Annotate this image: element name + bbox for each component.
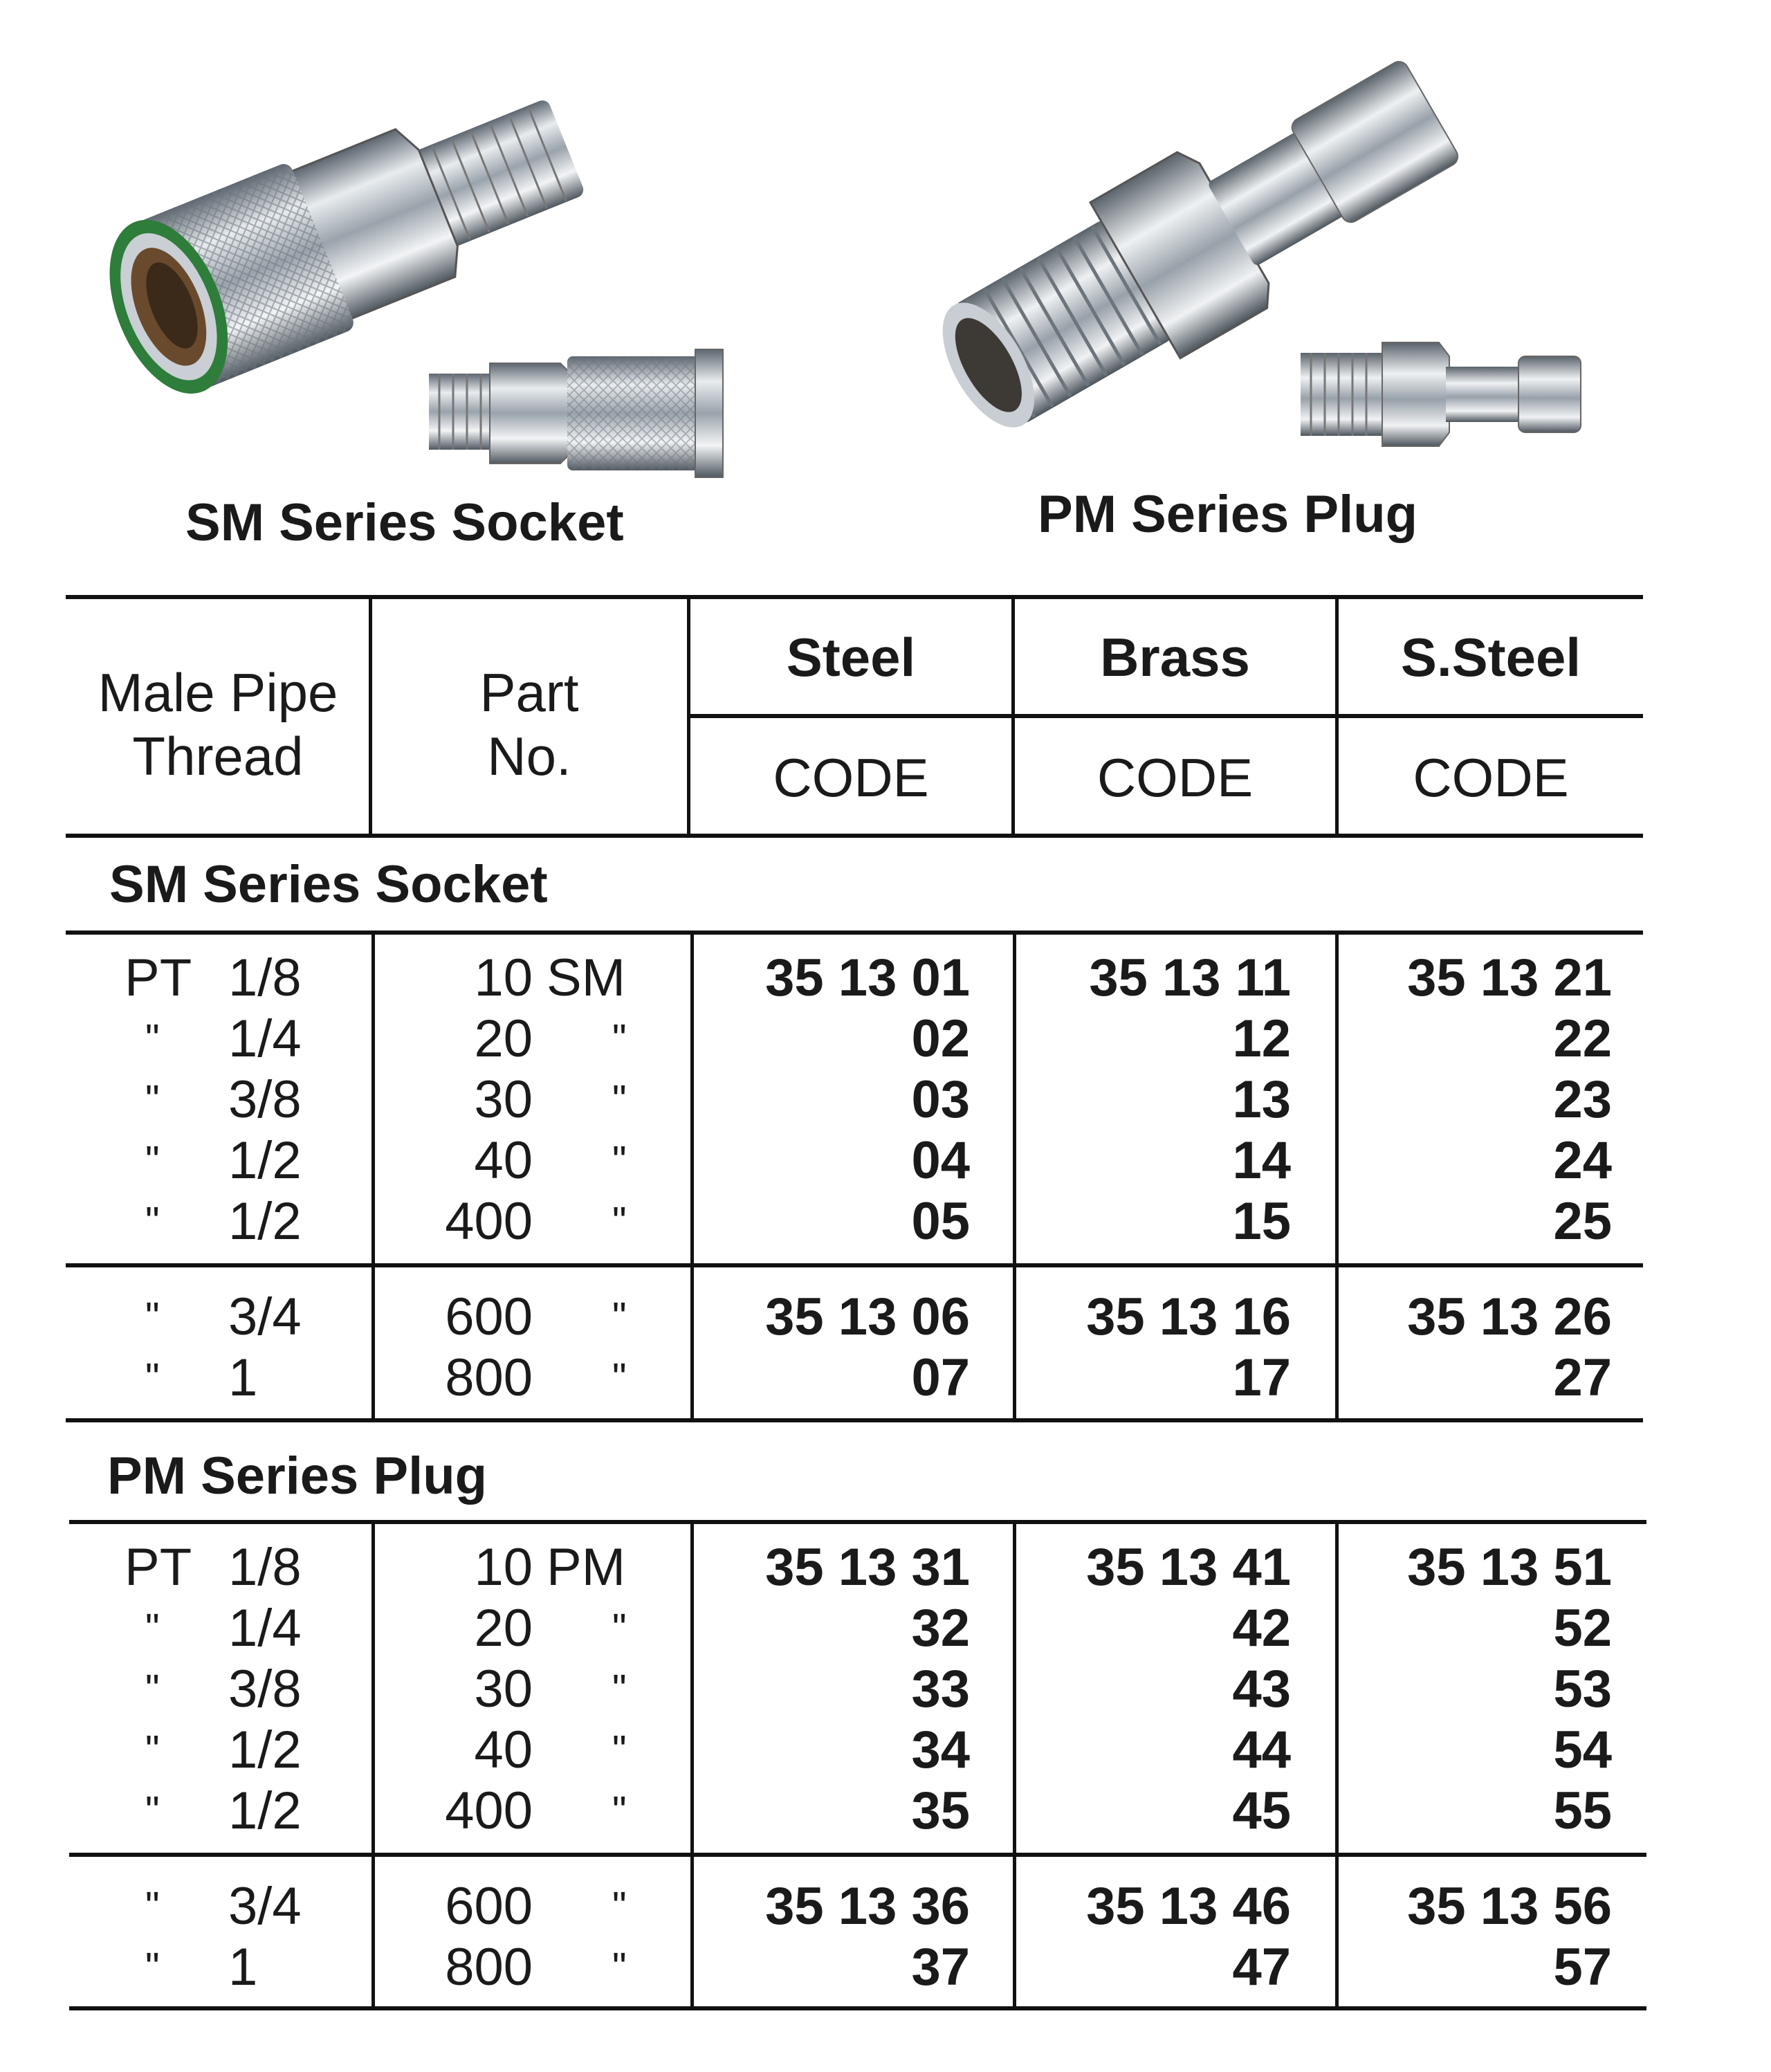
thread-size: 1/2 bbox=[228, 1192, 302, 1251]
ssteel-code: 27 bbox=[1553, 1348, 1612, 1407]
thread-size: 1/2 bbox=[228, 1131, 302, 1190]
ssteel-code: 22 bbox=[1553, 1009, 1612, 1068]
thread-prefix: " bbox=[145, 1294, 160, 1339]
part-suffix: PM bbox=[547, 1538, 625, 1597]
thread-size: 1 bbox=[228, 1348, 258, 1407]
brass-code: 35 13 11 bbox=[1089, 948, 1291, 1007]
part-suffix: SM bbox=[547, 948, 625, 1007]
thread-prefix: " bbox=[145, 1667, 160, 1712]
steel-code: 35 13 31 bbox=[765, 1538, 970, 1597]
thread-prefix: " bbox=[145, 1884, 160, 1929]
thread-prefix: " bbox=[145, 1606, 160, 1651]
ssteel-code: 54 bbox=[1553, 1721, 1612, 1779]
brass-code: 35 13 46 bbox=[1086, 1877, 1291, 1936]
part-number: 20 bbox=[474, 1599, 533, 1658]
brass-code-label: CODE bbox=[1096, 747, 1254, 808]
steel-code: 35 13 36 bbox=[765, 1877, 970, 1936]
thread-prefix: " bbox=[145, 1945, 160, 1990]
thread-prefix: " bbox=[145, 1788, 160, 1833]
part-suffix: " bbox=[612, 1945, 627, 1990]
brass-code: 43 bbox=[1232, 1660, 1291, 1718]
group-bottom-rule bbox=[66, 1263, 1643, 1267]
brass-code: 45 bbox=[1232, 1781, 1291, 1840]
part-number: 30 bbox=[474, 1070, 533, 1129]
thread-prefix: " bbox=[145, 1138, 160, 1183]
part-number: 400 bbox=[445, 1192, 533, 1251]
steel-code: 33 bbox=[911, 1660, 970, 1718]
steel-code: 35 bbox=[911, 1781, 970, 1840]
part-suffix: " bbox=[612, 1355, 627, 1400]
thread-prefix: " bbox=[145, 1355, 160, 1400]
thread-column-header: Male Pipe Thread bbox=[98, 662, 338, 787]
steel-code: 35 13 01 bbox=[765, 948, 970, 1007]
steel-code: 35 13 06 bbox=[765, 1287, 970, 1346]
part-number: 600 bbox=[445, 1877, 533, 1936]
part-number: 10 bbox=[474, 1538, 533, 1597]
ssteel-code: 35 13 26 bbox=[1407, 1287, 1612, 1346]
thread-size: 1 bbox=[228, 1938, 258, 1997]
part-number: 400 bbox=[445, 1781, 533, 1840]
steel-column-header: Steel bbox=[786, 627, 916, 688]
part-number: 600 bbox=[445, 1287, 533, 1346]
thread-size: 3/4 bbox=[228, 1877, 302, 1936]
brass-code: 44 bbox=[1232, 1721, 1291, 1779]
part-suffix: " bbox=[612, 1199, 627, 1244]
brass-code: 17 bbox=[1232, 1348, 1291, 1407]
column-divider bbox=[371, 933, 375, 1418]
part-suffix: " bbox=[612, 1294, 627, 1339]
sm-socket-caption: SM Series Socket bbox=[185, 493, 624, 552]
section-top-rule bbox=[66, 930, 1643, 935]
part-suffix: " bbox=[612, 1667, 627, 1712]
ssteel-code: 52 bbox=[1553, 1599, 1612, 1658]
thread-size: 1/2 bbox=[228, 1721, 302, 1779]
part-suffix: " bbox=[612, 1606, 627, 1651]
thread-prefix: " bbox=[145, 1727, 160, 1772]
steel-code: 07 bbox=[911, 1348, 970, 1407]
part-number: 800 bbox=[445, 1348, 533, 1407]
group-bottom-rule bbox=[69, 2006, 1646, 2010]
thread-size: 3/4 bbox=[228, 1287, 302, 1346]
part-number: 800 bbox=[445, 1938, 533, 1997]
thread-size: 1/8 bbox=[228, 948, 302, 1007]
thread-prefix: PT bbox=[125, 1538, 192, 1597]
part-number: 40 bbox=[474, 1721, 533, 1779]
brass-code: 13 bbox=[1232, 1070, 1291, 1129]
brass-code: 15 bbox=[1232, 1192, 1291, 1251]
column-divider bbox=[371, 1522, 375, 2006]
part-number: 40 bbox=[474, 1131, 533, 1190]
thread-prefix: " bbox=[145, 1077, 160, 1122]
thread-size: 1/2 bbox=[228, 1781, 302, 1840]
pm-plug-caption: PM Series Plug bbox=[1038, 485, 1418, 544]
thread-size: 1/4 bbox=[228, 1009, 302, 1068]
steel-code-label: CODE bbox=[773, 747, 929, 808]
part-number: 10 bbox=[474, 948, 533, 1007]
part-suffix: " bbox=[612, 1138, 627, 1183]
brass-code: 47 bbox=[1232, 1938, 1291, 1997]
part-column-header: Part No. bbox=[479, 662, 579, 787]
ssteel-code-label: CODE bbox=[1413, 747, 1569, 808]
ssteel-code: 35 13 21 bbox=[1407, 948, 1612, 1007]
part-number: 30 bbox=[474, 1660, 533, 1718]
group-bottom-rule bbox=[69, 1853, 1646, 1857]
thread-size: 3/8 bbox=[228, 1660, 302, 1718]
ssteel-code: 35 13 56 bbox=[1407, 1877, 1612, 1936]
ssteel-code: 35 13 51 bbox=[1407, 1538, 1612, 1597]
section-top-rule bbox=[69, 1520, 1646, 1524]
steel-code: 32 bbox=[911, 1599, 970, 1658]
part-suffix: " bbox=[612, 1077, 627, 1122]
brass-code: 42 bbox=[1232, 1599, 1291, 1658]
section-title: SM Series Socket bbox=[109, 855, 548, 914]
section-title: PM Series Plug bbox=[107, 1447, 488, 1505]
brass-code: 12 bbox=[1232, 1009, 1291, 1068]
sm-socket-image bbox=[55, 55, 816, 498]
part-number: 20 bbox=[474, 1009, 533, 1068]
thread-size: 3/8 bbox=[228, 1070, 302, 1129]
brass-code: 35 13 16 bbox=[1086, 1287, 1291, 1346]
thread-prefix: " bbox=[145, 1016, 160, 1061]
brass-code: 35 13 41 bbox=[1086, 1538, 1291, 1597]
ssteel-column-header: S.Steel bbox=[1400, 627, 1581, 688]
ssteel-code: 24 bbox=[1553, 1131, 1612, 1190]
steel-code: 34 bbox=[911, 1721, 970, 1779]
thread-size: 1/4 bbox=[228, 1599, 302, 1658]
brass-column-header: Brass bbox=[1100, 627, 1250, 688]
brass-code: 14 bbox=[1232, 1131, 1291, 1190]
thread-prefix: PT bbox=[125, 948, 192, 1007]
ssteel-code: 57 bbox=[1553, 1938, 1612, 1997]
steel-code: 02 bbox=[911, 1009, 970, 1068]
thread-prefix: " bbox=[145, 1199, 160, 1244]
part-suffix: " bbox=[612, 1016, 627, 1061]
ssteel-code: 23 bbox=[1553, 1070, 1612, 1129]
steel-code: 37 bbox=[911, 1938, 970, 1997]
pm-plug-image bbox=[941, 55, 1619, 498]
ssteel-code: 55 bbox=[1553, 1781, 1612, 1840]
ssteel-code: 53 bbox=[1553, 1660, 1612, 1718]
part-suffix: " bbox=[612, 1788, 627, 1833]
steel-code: 05 bbox=[911, 1192, 970, 1251]
steel-code: 03 bbox=[911, 1070, 970, 1129]
steel-code: 04 bbox=[911, 1131, 970, 1190]
part-suffix: " bbox=[612, 1727, 627, 1772]
ssteel-code: 25 bbox=[1553, 1192, 1612, 1251]
part-suffix: " bbox=[612, 1884, 627, 1929]
group-bottom-rule bbox=[66, 1418, 1643, 1422]
thread-size: 1/8 bbox=[228, 1538, 302, 1597]
